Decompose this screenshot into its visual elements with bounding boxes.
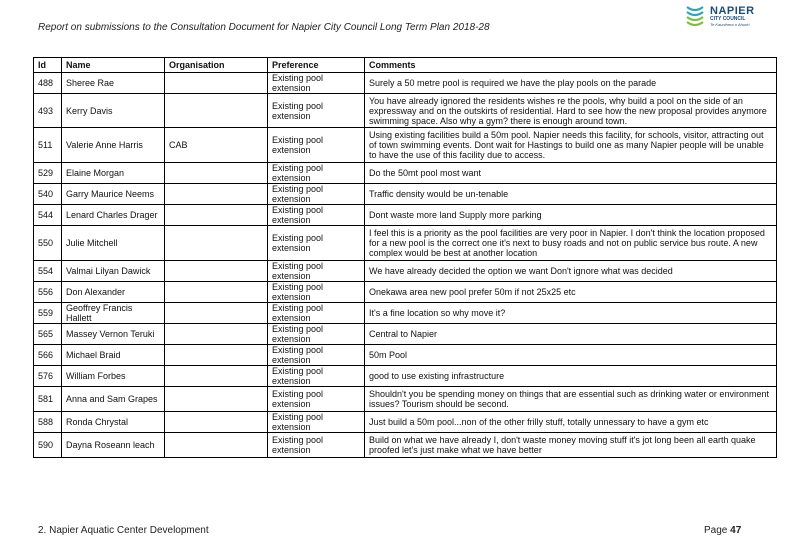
cell-name: Julie Mitchell (62, 226, 165, 261)
napier-logo (684, 2, 774, 32)
cell-comment: Traffic density would be un-tenable (365, 184, 777, 205)
table-row (34, 412, 777, 433)
cell-comment: 50m Pool (365, 345, 777, 366)
cell-name: Garry Maurice Neems (62, 184, 165, 205)
table-row (34, 282, 777, 303)
table-row (34, 184, 777, 205)
cell-organisation (165, 94, 268, 128)
col-header-preference: Preference (268, 58, 365, 73)
cell-preference: Existing pool extension (268, 324, 365, 345)
col-header-id: Id (34, 58, 62, 73)
cell-id: 554 (34, 261, 62, 282)
cell-organisation (165, 303, 268, 324)
cell-comment: Surely a 50 metre pool is required we have the play pools on the parade (365, 73, 777, 94)
cell-comment: Build on what we have already I, don't waste money moving stuff it's jot long been all earth quake proofed let's just make what we have better (365, 433, 777, 458)
table-row (34, 366, 777, 387)
cell-comment: Just build a 50m pool...non of the other frilly stuff, totally unnessary to have a gym etc (365, 412, 777, 433)
cell-name: Dayna Roseann leach (62, 433, 165, 458)
report-title: Report on submissions to the Consultation Document for Napier City Council Long Term Plan 2018-28 (38, 22, 490, 33)
table-header-row (34, 58, 777, 73)
cell-comment: We have already decided the option we want Don't ignore what was decided (365, 261, 777, 282)
cell-name: Lenard Charles Drager (62, 205, 165, 226)
cell-preference: Existing pool extension (268, 226, 365, 261)
logo-sub: CITY COUNCIL (710, 16, 746, 22)
table-row (34, 303, 777, 324)
cell-organisation (165, 433, 268, 458)
cell-preference: Existing pool extension (268, 303, 365, 324)
cell-name: Elaine Morgan (62, 163, 165, 184)
table-row (34, 345, 777, 366)
cell-organisation (165, 163, 268, 184)
cell-organisation (165, 73, 268, 94)
col-header-comments: Comments (365, 58, 777, 73)
cell-name: Michael Braid (62, 345, 165, 366)
cell-organisation (165, 184, 268, 205)
cell-organisation (165, 387, 268, 412)
cell-organisation (165, 226, 268, 261)
cell-id: 488 (34, 73, 62, 94)
cell-comment: Do the 50mt pool most want (365, 163, 777, 184)
cell-name: Valerie Anne Harris (62, 128, 165, 163)
cell-comment: Central to Napier (365, 324, 777, 345)
col-header-organisation: Organisation (165, 58, 268, 73)
table-body (34, 73, 777, 458)
table-row (34, 73, 777, 94)
logo-name: NAPIER (710, 5, 755, 17)
cell-id: 590 (34, 433, 62, 458)
submissions-table (33, 57, 777, 458)
cell-id: 493 (34, 94, 62, 128)
cell-organisation (165, 324, 268, 345)
table-row (34, 163, 777, 184)
cell-id: 511 (34, 128, 62, 163)
cell-comment: Shouldn't you be spending money on things that are essential such as drinking water or environment issues? Tourism should be second. (365, 387, 777, 412)
cell-id: 588 (34, 412, 62, 433)
cell-name: Sheree Rae (62, 73, 165, 94)
cell-preference: Existing pool extension (268, 345, 365, 366)
table-row (34, 324, 777, 345)
cell-name: Ronda Chrystal (62, 412, 165, 433)
napier-logo-icon (684, 4, 706, 30)
cell-id: 544 (34, 205, 62, 226)
cell-organisation (165, 205, 268, 226)
table-row (34, 433, 777, 458)
table-row (34, 387, 777, 412)
cell-preference: Existing pool extension (268, 433, 365, 458)
cell-id: 550 (34, 226, 62, 261)
cell-name: Anna and Sam Grapes (62, 387, 165, 412)
cell-comment: Dont waste more land Supply more parking (365, 205, 777, 226)
footer-page-number: 47 (730, 525, 742, 536)
cell-comment: Onekawa area new pool prefer 50m if not 25x25 etc (365, 282, 777, 303)
cell-id: 576 (34, 366, 62, 387)
cell-comment: I feel this is a priority as the pool facilities are very poor in Napier. I don't think the location proposed for a new pool is the correct one it's next to busy roads and not on public service bus route. A new complex would be best at another location (365, 226, 777, 261)
cell-organisation (165, 345, 268, 366)
cell-preference: Existing pool extension (268, 282, 365, 303)
table-row (34, 128, 777, 163)
cell-organisation (165, 282, 268, 303)
cell-name: Don Alexander (62, 282, 165, 303)
cell-id: 559 (34, 303, 62, 324)
cell-preference: Existing pool extension (268, 387, 365, 412)
cell-preference: Existing pool extension (268, 73, 365, 94)
cell-organisation: CAB (165, 128, 268, 163)
logo-maori: Te Kaunihera o Ahuriri (710, 22, 750, 27)
cell-preference: Existing pool extension (268, 412, 365, 433)
cell-comment: Using existing facilities build a 50m pool. Napier needs this facility, for schools, visitor, attracting out of town swimming events. Dont wait for Hastings to build one as many Napier people will be unable to have the use of this facility due to access. (365, 128, 777, 163)
cell-preference: Existing pool extension (268, 366, 365, 387)
cell-id: 540 (34, 184, 62, 205)
cell-organisation (165, 366, 268, 387)
cell-preference: Existing pool extension (268, 94, 365, 128)
cell-preference: Existing pool extension (268, 163, 365, 184)
cell-name: Kerry Davis (62, 94, 165, 128)
table-row (34, 226, 777, 261)
footer-section: 2. Napier Aquatic Center Development (38, 525, 209, 536)
cell-name: Massey Vernon Teruki (62, 324, 165, 345)
table-row (34, 261, 777, 282)
cell-preference: Existing pool extension (268, 128, 365, 163)
col-header-name: Name (62, 58, 165, 73)
cell-id: 581 (34, 387, 62, 412)
cell-comment: good to use existing infrastructure (365, 366, 777, 387)
cell-id: 565 (34, 324, 62, 345)
footer-page (704, 525, 741, 536)
cell-comment: It's a fine location so why move it? (365, 303, 777, 324)
cell-id: 529 (34, 163, 62, 184)
cell-organisation (165, 261, 268, 282)
cell-organisation (165, 412, 268, 433)
cell-name: William Forbes (62, 366, 165, 387)
cell-comment: You have already ignored the residents wishes re the pools, why build a pool on the side of an expressway and on the outskirts of residential. Hard to see how the new proposal provides anymore swimming space. Also why a gym? there is enough around town. (365, 94, 777, 128)
cell-name: Geoffrey Francis Hallett (62, 303, 165, 324)
table-row (34, 94, 777, 128)
cell-preference: Existing pool extension (268, 205, 365, 226)
cell-id: 556 (34, 282, 62, 303)
cell-name: Valmai Lilyan Dawick (62, 261, 165, 282)
cell-id: 566 (34, 345, 62, 366)
cell-preference: Existing pool extension (268, 261, 365, 282)
footer-page-label: Page (704, 525, 728, 536)
table-row (34, 205, 777, 226)
cell-preference: Existing pool extension (268, 184, 365, 205)
